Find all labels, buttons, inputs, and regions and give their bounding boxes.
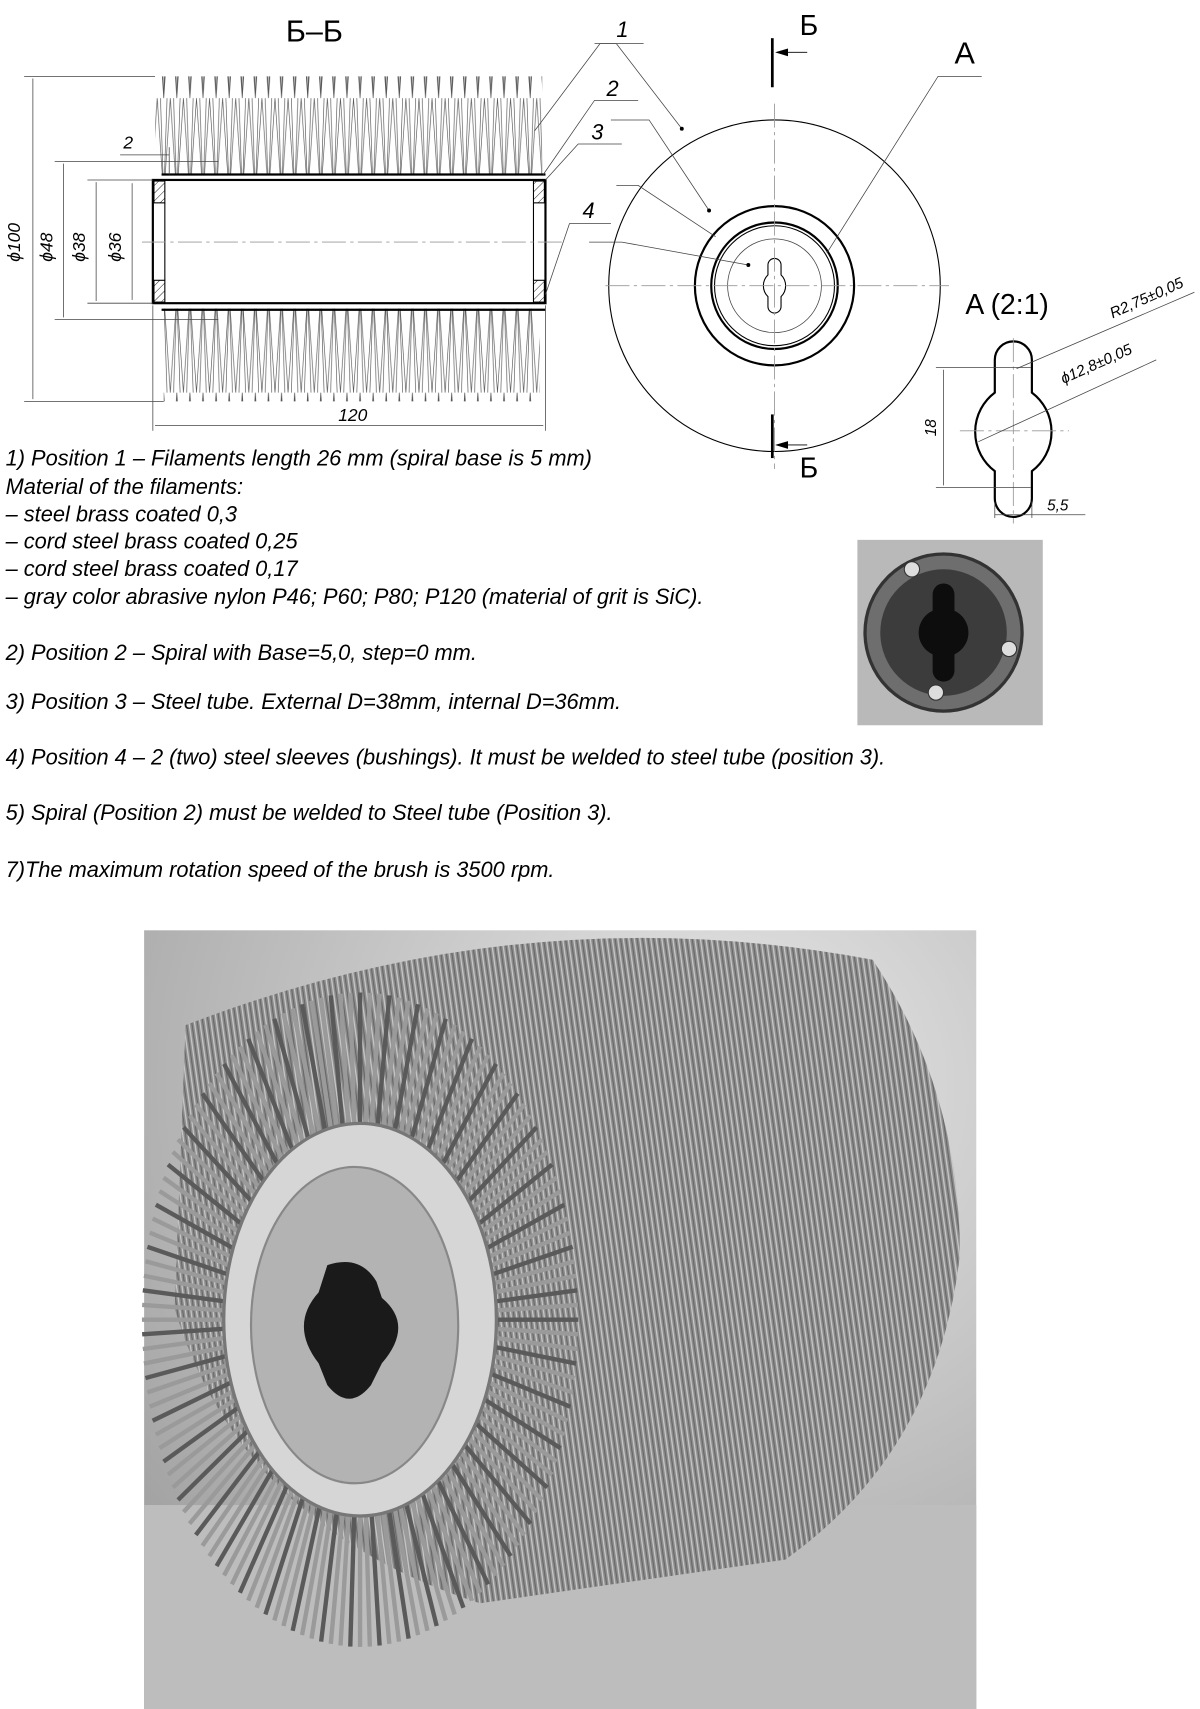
- dim-width: 5,5: [1047, 497, 1069, 515]
- section-position-label-4: 4: [582, 198, 595, 224]
- dim-d48: ϕ48: [36, 232, 57, 262]
- section-position-label-3: 3: [591, 119, 604, 145]
- note-2: 2) Position 2 – Spiral with Base=5,0, step=0 mm.: [5, 639, 477, 665]
- detail-title: A (2:1): [965, 289, 1049, 322]
- note-7: 7)The maximum rotation speed of the brush is 3500 rpm.: [5, 856, 555, 882]
- dim-d38: ϕ38: [69, 232, 90, 262]
- bushing-left-bottom: [154, 280, 165, 302]
- filaments-bottom: [164, 309, 540, 402]
- section-view: [4, 14, 644, 430]
- dim-radius: R2,75±0,05: [1107, 274, 1187, 323]
- note-1: 1) Position 1 – Filaments length 26 mm (spiral base is 5 mm): [5, 445, 592, 471]
- dim-d100: ϕ100: [3, 222, 24, 262]
- note-material-3: – cord steel brass coated 0,17: [5, 555, 298, 581]
- filaments-top: [155, 76, 542, 174]
- section-title: Б–Б: [285, 14, 343, 49]
- bushing-right-bottom: [533, 280, 544, 302]
- note-3: 3) Position 3 – Steel tube. External D=38mm, internal D=36mm.: [5, 688, 622, 714]
- detail-view: [923, 274, 1194, 523]
- section-position-label-2: 2: [606, 75, 619, 101]
- note-material-4: – gray color abrasive nylon P46; P60; P80; P120 (material of grit is SiC).: [5, 584, 704, 610]
- note-material-heading: Material of the filaments:: [5, 474, 244, 500]
- notes: [5, 446, 886, 882]
- steel-tube: [153, 180, 546, 303]
- brush-photo: [142, 930, 976, 1709]
- note-4: 4) Position 4 – 2 (two) steel sleeves (bushings). It must be welded to steel tube (position 3).: [5, 744, 886, 770]
- dim-d36: ϕ36: [105, 232, 126, 262]
- section-mark-bottom: Б: [799, 452, 819, 485]
- dim-height: 18: [922, 419, 940, 437]
- bushing-left-top: [154, 181, 165, 203]
- hub-closeup-photo: [857, 540, 1042, 725]
- section-mark-top: Б: [799, 9, 819, 42]
- dim-offset: 2: [123, 132, 134, 153]
- dim-length: 120: [338, 404, 368, 425]
- note-material-1: – steel brass coated 0,3: [5, 501, 238, 527]
- bushing-right-top: [533, 181, 544, 203]
- front-view: [589, 10, 982, 485]
- dim-diameter: ϕ12,8±0,05: [1058, 341, 1135, 388]
- detail-mark: A: [954, 36, 975, 71]
- section-position-label-1: 1: [616, 17, 629, 43]
- note-5: 5) Spiral (Position 2) must be welded to Steel tube (Position 3).: [5, 800, 613, 826]
- note-material-2: – cord steel brass coated 0,25: [5, 528, 298, 554]
